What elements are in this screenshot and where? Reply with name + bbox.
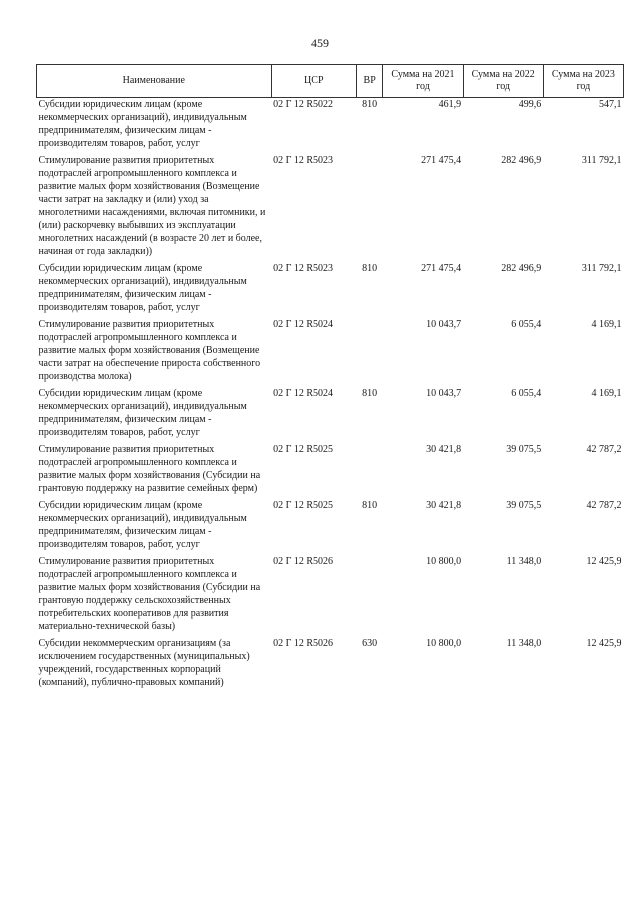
header-sum-2021: Сумма на 2021 год <box>383 65 463 98</box>
row-csr: 02 Г 12 R5026 <box>273 556 334 567</box>
row-name: Субсидии некоммерческим организациям (за исключением государственных (муниципальных) учреждений, государственных корпораций (компаний), публично-правовых компаний) <box>38 638 250 688</box>
row-name: Субсидии юридическим лицам (кроме некоммерческих организаций), индивидуальным предпринимателям, физическим лицам - производителям товаров, работ, услуг <box>38 263 247 313</box>
row-sum-2022: 39 075,5 <box>506 444 542 455</box>
row-sum-2022: 282 496,9 <box>501 155 542 166</box>
row-csr: 02 Г 12 R5022 <box>273 99 334 110</box>
row-sum-2023: 311 792,1 <box>581 263 622 274</box>
row-vr: 810 <box>362 263 378 274</box>
table-row <box>37 443 624 499</box>
row-sum-2023: 4 169,1 <box>591 319 622 330</box>
row-sum-2022: 499,6 <box>518 99 542 110</box>
row-csr: 02 Г 12 R5026 <box>273 638 334 649</box>
table-header <box>37 65 624 98</box>
table-row <box>37 262 624 318</box>
header-sum-2022: Сумма на 2022 год <box>463 65 543 98</box>
header-csr: ЦСР <box>271 65 356 98</box>
row-vr: 630 <box>362 638 378 649</box>
row-sum-2021: 10 043,7 <box>426 319 462 330</box>
row-sum-2023: 311 792,1 <box>581 155 622 166</box>
row-sum-2022: 11 348,0 <box>506 556 542 567</box>
row-csr: 02 Г 12 R5023 <box>273 263 334 274</box>
row-sum-2021: 271 475,4 <box>421 155 462 166</box>
row-vr: 810 <box>362 99 378 110</box>
row-sum-2023: 547,1 <box>599 99 622 110</box>
table-row <box>37 499 624 555</box>
table-row <box>37 318 624 387</box>
row-csr: 02 Г 12 R5025 <box>273 444 334 455</box>
row-sum-2022: 11 348,0 <box>506 638 542 649</box>
row-sum-2021: 30 421,8 <box>426 500 462 511</box>
row-csr: 02 Г 12 R5024 <box>273 388 334 399</box>
row-csr: 02 Г 12 R5023 <box>273 155 334 166</box>
row-vr <box>356 318 382 387</box>
row-vr: 810 <box>362 500 378 511</box>
row-sum-2023: 42 787,2 <box>586 444 622 455</box>
row-sum-2022: 6 055,4 <box>511 319 542 330</box>
table-row <box>37 98 624 155</box>
row-vr <box>356 555 382 637</box>
row-sum-2022: 6 055,4 <box>511 388 542 399</box>
row-sum-2021: 271 475,4 <box>421 263 462 274</box>
row-csr: 02 Г 12 R5025 <box>273 500 334 511</box>
table-row <box>37 555 624 637</box>
table-row <box>37 387 624 443</box>
row-name: Стимулирование развития приоритетных подотраслей агропромышленного комплекса и развитие малых форм хозяйствования (Субсидии на грантовую поддержку сельскохозяйственных потребительских кооперативов для развития материально-технической базы) <box>38 556 261 632</box>
row-sum-2022: 39 075,5 <box>506 500 542 511</box>
row-name: Стимулирование развития приоритетных подотраслей агропромышленного комплекса и развитие малых форм хозяйствования (Субсидии на грантовую поддержку на развитие семейных ферм) <box>38 444 261 494</box>
header-sum-2023: Сумма на 2023 год <box>543 65 623 98</box>
row-sum-2023: 12 425,9 <box>586 638 622 649</box>
header-name: Наименование <box>37 65 272 98</box>
row-name: Субсидии юридическим лицам (кроме некоммерческих организаций), индивидуальным предпринимателям, физическим лицам - производителям товаров, работ, услуг <box>38 500 247 550</box>
row-sum-2021: 30 421,8 <box>426 444 462 455</box>
row-vr: 810 <box>362 388 378 399</box>
header-vr: ВР <box>356 65 382 98</box>
row-sum-2023: 4 169,1 <box>591 388 622 399</box>
row-name: Стимулирование развития приоритетных подотраслей агропромышленного комплекса и развитие малых форм хозяйствования (Возмещение части затрат на обеспечение прироста собственного производства молока) <box>38 319 261 382</box>
row-sum-2021: 10 043,7 <box>426 388 462 399</box>
row-sum-2022: 282 496,9 <box>501 263 542 274</box>
row-name: Субсидии юридическим лицам (кроме некоммерческих организаций), индивидуальным предпринимателям, физическим лицам - производителям товаров, работ, услуг <box>38 388 247 438</box>
budget-table <box>36 64 624 693</box>
header-row <box>37 65 624 98</box>
table-row <box>37 154 624 262</box>
row-name: Стимулирование развития приоритетных подотраслей агропромышленного комплекса и развитие малых форм хозяйствования (Возмещение части затрат на закладку и (или) уход за многолетними насаждениями, включая питомники, и (или) раскорчевку выбывших из эксплуатации многолетних насаждений (в возрасте 20 лет и более, начиная от года закладки)) <box>38 155 266 257</box>
row-sum-2023: 12 425,9 <box>586 556 622 567</box>
row-sum-2021: 10 800,0 <box>426 556 462 567</box>
row-vr <box>356 154 382 262</box>
row-sum-2021: 461,9 <box>438 99 462 110</box>
row-name: Субсидии юридическим лицам (кроме некоммерческих организаций), индивидуальным предпринимателям, физическим лицам - производителям товаров, работ, услуг <box>38 99 247 149</box>
table-row <box>37 637 624 693</box>
row-sum-2023: 42 787,2 <box>586 500 622 511</box>
row-sum-2021: 10 800,0 <box>426 638 462 649</box>
row-vr <box>356 443 382 499</box>
table-body <box>37 98 624 694</box>
row-csr: 02 Г 12 R5024 <box>273 319 334 330</box>
page-number: 459 <box>311 36 329 50</box>
